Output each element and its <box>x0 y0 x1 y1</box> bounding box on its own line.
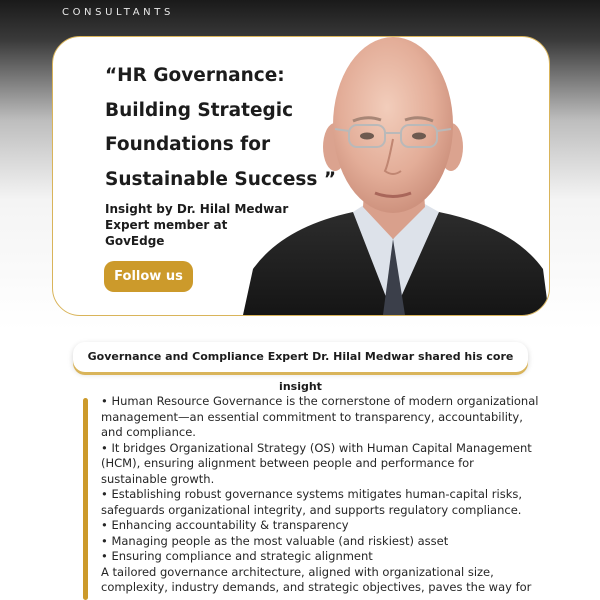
brand-wordmark: CONSULTANTS <box>62 7 174 18</box>
insight-paragraph: A tailored governance architecture, aligned with organizational size, complexity, industry demands, and strategic objectives, paves the way for <box>101 564 532 594</box>
byline-role: Expert member at <box>105 218 228 232</box>
insight-paragraph: • Enhancing accountability & transparency <box>101 518 349 532</box>
insight-paragraph: • Establishing robust governance systems mitigates human-capital risks, safeguards organizational integrity, and supports regulatory compliance. <box>101 487 522 517</box>
quote-accent-bar <box>83 398 88 600</box>
insight-paragraph: • Human Resource Governance is the cornerstone of modern organizational management—an essential commitment to transparency, accountability, and compliance. <box>101 394 539 439</box>
insight-paragraph: • Managing people as the most valuable (and riskiest) asset <box>101 533 449 548</box>
hero-card <box>52 36 550 316</box>
hero-title: “HR Governance: Building Strategic Foundations for Sustainable Success ” <box>105 65 336 190</box>
follow-us-button[interactable]: Follow us <box>104 261 193 292</box>
byline <box>105 201 288 249</box>
insight-paragraph: • Ensuring compliance and strategic alignment <box>101 549 373 563</box>
insight-body <box>101 394 541 596</box>
byline-author: Insight by Dr. Hilal Medwar <box>105 202 289 216</box>
insight-banner: Governance and Compliance Expert Dr. Hilal Medwar shared his core insight <box>73 342 528 372</box>
insight-paragraph: • It bridges Organizational Strategy (OS) with Human Capital Management (HCM), ensuring alignment between people and performance for sustainable growth. <box>101 440 532 486</box>
byline-organization: GovEdge <box>105 234 165 248</box>
